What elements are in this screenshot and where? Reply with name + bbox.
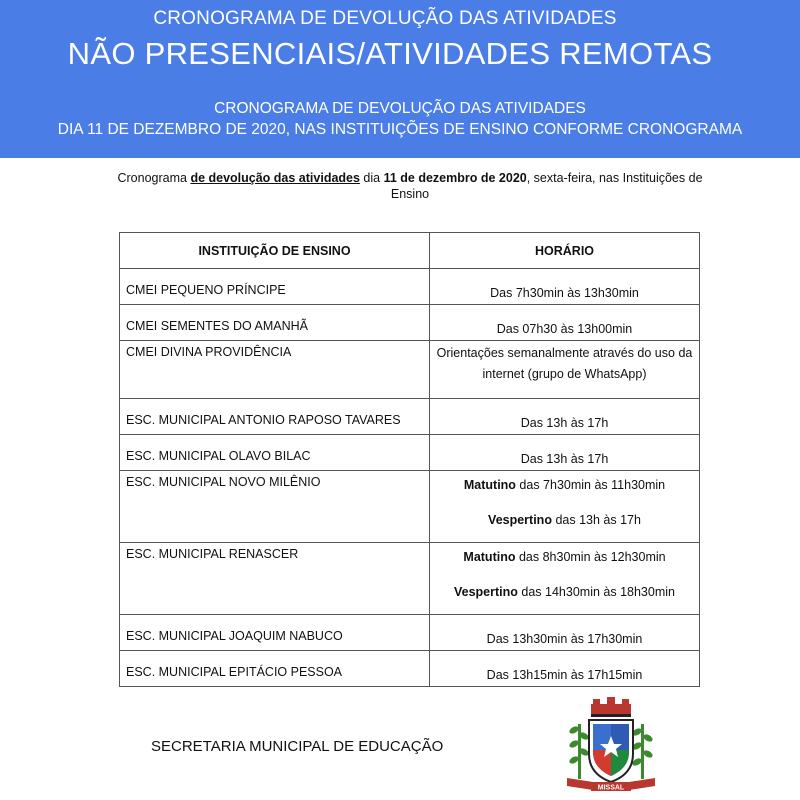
morning-label: Matutino [463, 550, 516, 564]
table-row [120, 341, 700, 399]
morning-time: das 8h30min às 12h30min [515, 550, 666, 564]
banner-title-line2: NÃO PRESENCIAIS/ATIVIDADES REMOTAS [67, 36, 713, 71]
afternoon-session [436, 582, 693, 603]
institution-cell: ESC. MUNICIPAL EPITÁCIO PESSOA [120, 651, 430, 687]
intro-text-1: Cronograma [117, 171, 191, 185]
table-row [120, 651, 700, 687]
header-banner [0, 0, 800, 158]
header-schedule: HORÁRIO [430, 233, 700, 269]
schedule-cell: Das 07h30 às 13h00min [430, 305, 700, 341]
schedule-cell: Das 13h15min às 17h15min [430, 651, 700, 687]
afternoon-time: das 13h às 17h [551, 513, 641, 527]
table-row [120, 435, 700, 471]
schedule-cell: Das 7h30min às 13h30min [430, 269, 700, 305]
institution-cell: ESC. MUNICIPAL NOVO MILÊNIO [120, 471, 430, 543]
institution-cell: CMEI PEQUENO PRÍNCIPE [120, 269, 430, 305]
schedule-cell: Orientações semanalmente através do uso da internet (grupo de WhatsApp) [430, 341, 700, 399]
schedule-cell [430, 471, 700, 543]
afternoon-label: Vespertino [454, 585, 518, 599]
shield-icon [589, 720, 633, 782]
department-name: SECRETARIA MUNICIPAL DE EDUCAÇÃO [151, 738, 444, 755]
crest-ribbon-text: MISSAL [597, 784, 625, 792]
table-header-row [120, 233, 700, 269]
schedule-cell [430, 543, 700, 615]
intro-text-3: , sexta-feira, nas Instituições de Ensino [390, 171, 703, 201]
intro-paragraph [100, 170, 720, 202]
institution-cell: CMEI DIVINA PROVIDÊNCIA [120, 341, 430, 399]
institution-cell: ESC. MUNICIPAL OLAVO BILAC [120, 435, 430, 471]
institution-cell: CMEI SEMENTES DO AMANHÃ [120, 305, 430, 341]
institution-cell: ESC. MUNICIPAL JOAQUIM NABUCO [120, 615, 430, 651]
municipal-crest-logo [563, 694, 659, 794]
table-row [120, 269, 700, 305]
schedule-cell: Das 13h30min às 17h30min [430, 615, 700, 651]
table-row [120, 305, 700, 341]
afternoon-time: das 14h30min às 18h30min [517, 585, 675, 599]
header-institution: INSTITUIÇÃO DE ENSINO [120, 233, 430, 269]
institution-cell: ESC. MUNICIPAL RENASCER [120, 543, 430, 615]
table-row [120, 615, 700, 651]
table-row [120, 471, 700, 543]
table-row [120, 399, 700, 435]
banner-subtitle-line1: CRONOGRAMA DE DEVOLUÇÃO DAS ATIVIDADES [214, 100, 586, 117]
afternoon-label: Vespertino [488, 513, 552, 527]
crown-icon [591, 697, 631, 717]
intro-text-emphasis: de devolução das atividades [190, 171, 360, 185]
schedule-table [119, 232, 700, 687]
intro-date: 11 de dezembro de 2020 [383, 171, 527, 185]
morning-session [436, 547, 693, 568]
morning-label: Matutino [463, 478, 516, 492]
morning-session [436, 475, 693, 496]
schedule-cell: Das 13h às 17h [430, 399, 700, 435]
table-row [120, 543, 700, 615]
banner-subtitle-line2: DIA 11 DE DEZEMBRO DE 2020, NAS INSTITUIÇÕES DE ENSINO CONFORME CRONOGRAMA [57, 121, 743, 138]
schedule-cell: Das 13h às 17h [430, 435, 700, 471]
intro-text-2: dia [359, 171, 384, 185]
institution-cell: ESC. MUNICIPAL ANTONIO RAPOSO TAVARES [120, 399, 430, 435]
morning-time: das 7h30min às 11h30min [515, 478, 666, 492]
banner-title-line1: CRONOGRAMA DE DEVOLUÇÃO DAS ATIVIDADES [153, 8, 617, 29]
afternoon-session [436, 510, 693, 531]
